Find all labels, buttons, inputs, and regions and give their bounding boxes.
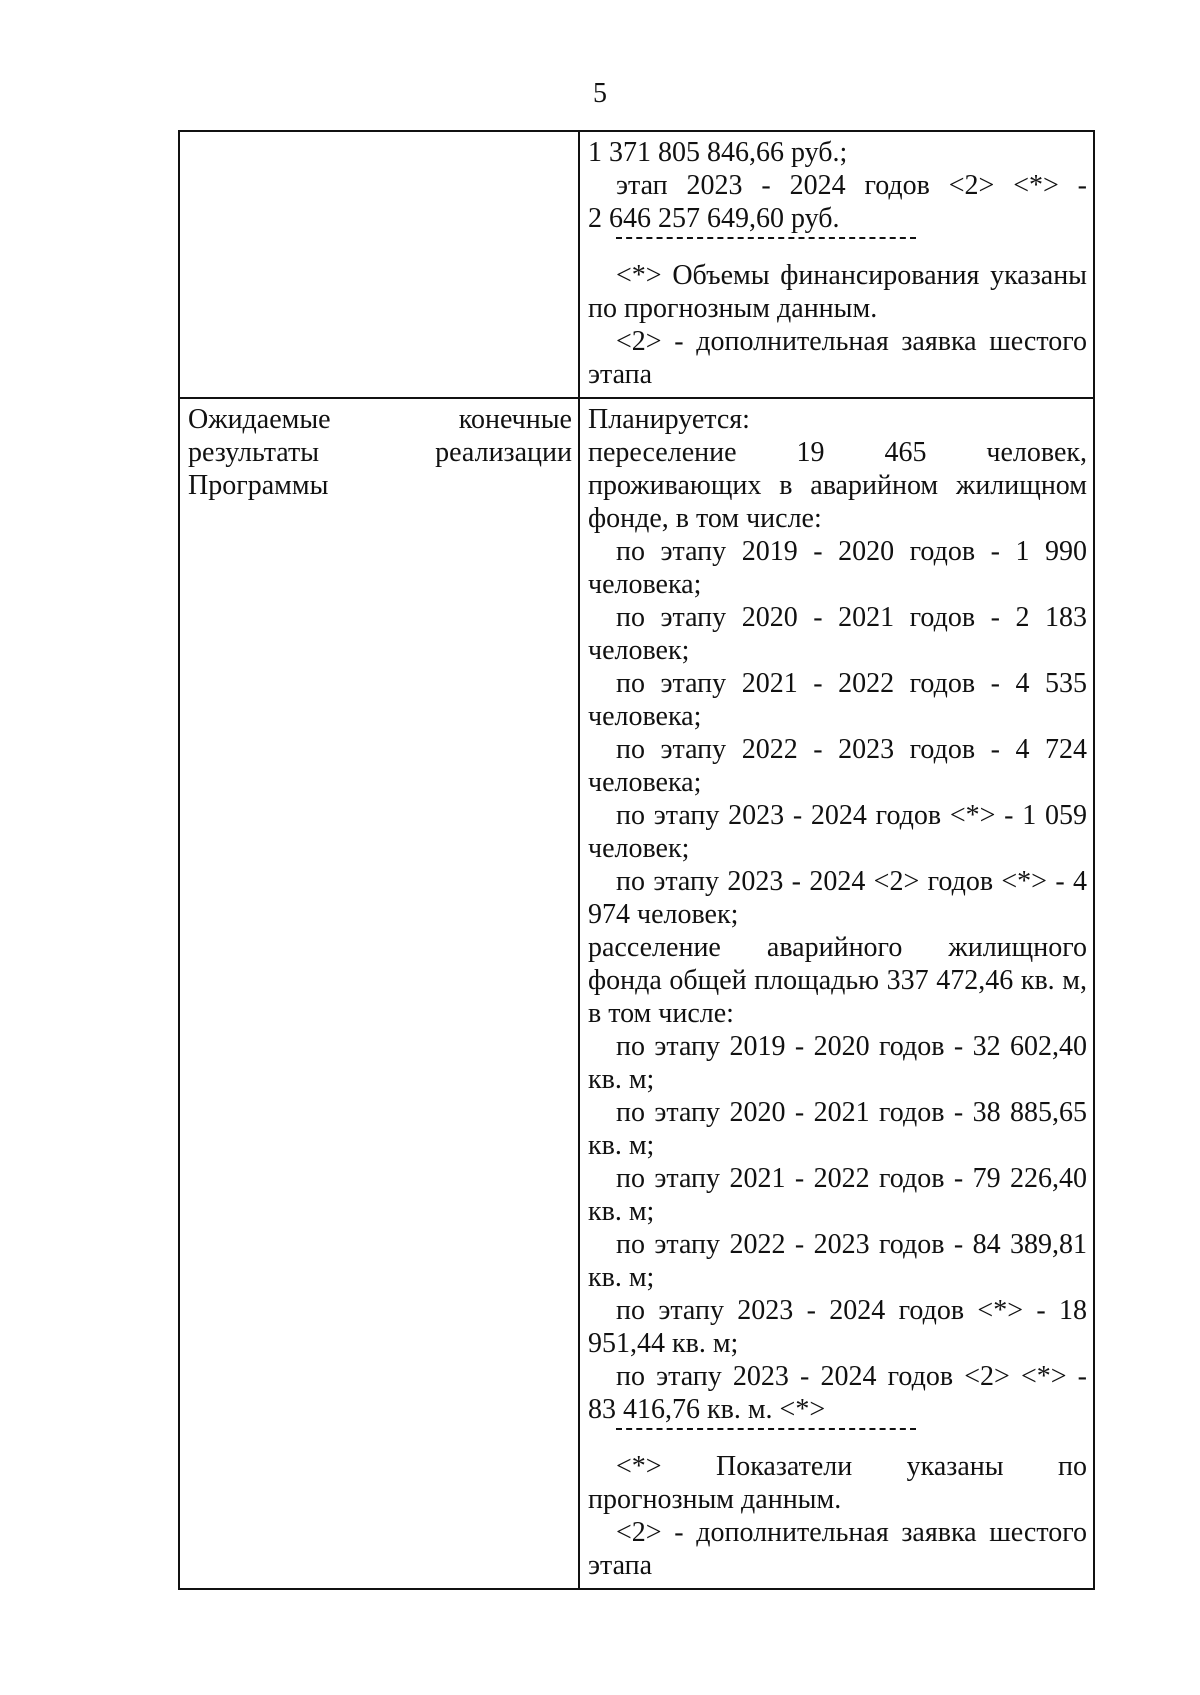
financing-label-cell bbox=[179, 131, 579, 398]
results-paragraph: расселение аварийного жилищного фонда общей площадью 337 472,46 кв. м, в том числе: bbox=[588, 932, 1087, 1029]
footnote-note: <*> Объемы финансирования указаны по прогнозным данным. bbox=[588, 260, 1087, 324]
results-paragraph: по этапу 2021 - 2022 годов - 4 535 человека; bbox=[588, 668, 1087, 732]
results-paragraph: по этапу 2020 - 2021 годов - 2 183 человек; bbox=[588, 602, 1087, 666]
program-passport-table bbox=[178, 130, 1095, 1590]
results-label-line: Ожидаемые конечные bbox=[188, 404, 572, 435]
results-paragraph: Планируется: bbox=[588, 404, 750, 435]
results-paragraph: по этапу 2023 - 2024 <2> годов <*> - 4 974 человек; bbox=[588, 866, 1087, 930]
footnote-separator bbox=[616, 237, 916, 253]
table-row-financing bbox=[179, 131, 1094, 398]
results-paragraph: переселение 19 465 человек, проживающих в аварийном жилищном фонде, в том числе: bbox=[588, 437, 1087, 534]
results-label-cell bbox=[179, 398, 579, 1589]
results-paragraph: по этапу 2022 - 2023 годов - 4 724 человека; bbox=[588, 734, 1087, 798]
table-row-results bbox=[179, 398, 1094, 1589]
results-paragraph: по этапу 2023 - 2024 годов <*> - 1 059 человек; bbox=[588, 800, 1087, 864]
footnote-note: <2> - дополнительная заявка шестого этапа bbox=[588, 326, 1087, 390]
financing-line: 1 371 805 846,66 руб.; bbox=[588, 137, 848, 168]
page-number: 5 bbox=[593, 78, 607, 109]
footnote-note: <*> Показатели указаны по прогнозным данным. bbox=[588, 1451, 1087, 1515]
financing-line: этап 2023 - 2024 годов <2> <*> - bbox=[616, 170, 1087, 201]
results-paragraph: по этапу 2021 - 2022 годов - 79 226,40 кв. м; bbox=[588, 1163, 1087, 1227]
results-label-line: Программы bbox=[188, 470, 329, 501]
results-label-line: результаты реализации bbox=[188, 437, 572, 468]
results-paragraph: по этапу 2023 - 2024 годов <*> - 18 951,44 кв. м; bbox=[588, 1295, 1087, 1359]
results-paragraph: по этапу 2022 - 2023 годов - 84 389,81 кв. м; bbox=[588, 1229, 1087, 1293]
results-paragraph: по этапу 2020 - 2021 годов - 38 885,65 кв. м; bbox=[588, 1097, 1087, 1161]
financing-content-cell bbox=[579, 131, 1094, 398]
financing-line: 2 646 257 649,60 руб. bbox=[588, 203, 840, 234]
results-content-cell bbox=[579, 398, 1094, 1589]
footnote-note: <2> - дополнительная заявка шестого этапа bbox=[588, 1517, 1087, 1581]
results-paragraph: по этапу 2019 - 2020 годов - 1 990 человека; bbox=[588, 536, 1087, 600]
results-paragraph: по этапу 2023 - 2024 годов <2> <*> - 83 416,76 кв. м. <*> bbox=[588, 1361, 1087, 1425]
results-paragraph: по этапу 2019 - 2020 годов - 32 602,40 кв. м; bbox=[588, 1031, 1087, 1095]
footnote-separator bbox=[616, 1428, 916, 1444]
